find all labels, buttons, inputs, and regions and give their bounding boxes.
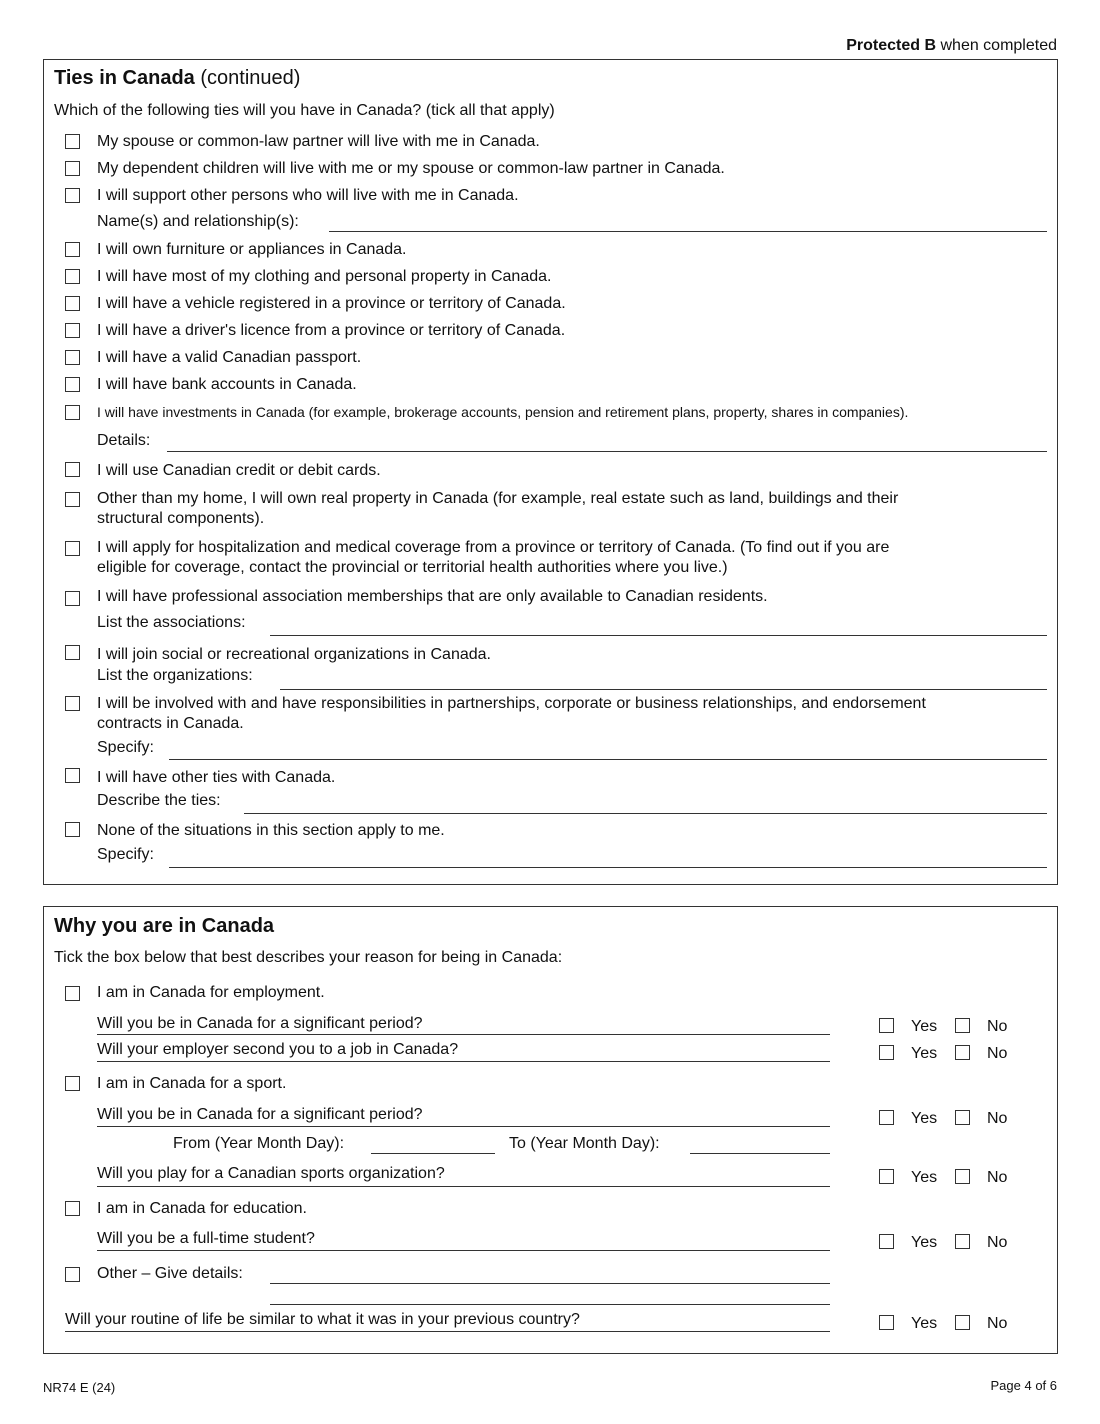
label-children: My dependent children will live with me or my spouse or common-law partner in Canada.: [97, 160, 725, 177]
label-hospital-2: eligible for coverage, contact the provincial or territorial health authorities where you live.): [97, 559, 728, 576]
checkbox-cards[interactable]: [65, 462, 80, 477]
checkbox-bank[interactable]: [65, 377, 80, 392]
field-investments-details[interactable]: [167, 451, 1047, 452]
protected-rest-text: when completed: [940, 37, 1057, 54]
checkbox-sport-org-yes[interactable]: [879, 1169, 894, 1184]
protected-b-label: [846, 37, 1057, 55]
checkbox-other-ties[interactable]: [65, 768, 80, 783]
checkbox-children[interactable]: [65, 161, 80, 176]
line-full-time: [97, 1250, 830, 1251]
label-cards: I will use Canadian credit or debit cards.: [97, 462, 381, 479]
ties-title-suffix: (continued): [200, 67, 301, 89]
field-none-specify[interactable]: [169, 867, 1047, 868]
label-investments: I will have investments in Canada (for example, brokerage accounts, pension and retirement plans, property, shares in companies).: [97, 404, 909, 420]
field-business-specify[interactable]: [169, 759, 1047, 760]
label-furniture: I will own furniture or appliances in Canada.: [97, 241, 407, 258]
page-number: Page 4 of 6: [990, 1378, 1057, 1393]
label-hospital-1: I will apply for hospitalization and medical coverage from a province or territory of Canada. (To find out if you are: [97, 539, 890, 556]
field-from-date[interactable]: [371, 1153, 495, 1154]
label-no: No: [987, 1169, 1008, 1186]
checkbox-hospital[interactable]: [65, 541, 80, 556]
checkbox-real-property[interactable]: [65, 492, 80, 507]
checkbox-routine-yes[interactable]: [879, 1315, 894, 1330]
checkbox-other-reason[interactable]: [65, 1267, 80, 1282]
checkbox-emp-second-no[interactable]: [955, 1045, 970, 1060]
checkbox-none[interactable]: [65, 822, 80, 837]
label-real-property-1: Other than my home, I will own real property in Canada (for example, real estate such as land, buildings and their: [97, 490, 899, 507]
label-vehicle: I will have a vehicle registered in a province or territory of Canada.: [97, 295, 566, 312]
checkbox-routine-no[interactable]: [955, 1315, 970, 1330]
label-business-1: I will be involved with and have responsibilities in partnerships, corporate or business relationships, and endorsement: [97, 695, 926, 712]
checkbox-social[interactable]: [65, 645, 80, 660]
label-yes: Yes: [911, 1315, 938, 1332]
label-spouse: My spouse or common-law partner will live with me in Canada.: [97, 133, 540, 150]
field-professional-list[interactable]: [270, 635, 1047, 636]
label-no: No: [987, 1234, 1008, 1251]
line-sport-significant: [97, 1126, 830, 1127]
why-intro: Tick the box below that best describes your reason for being in Canada:: [54, 949, 563, 966]
why-title: Why you are in Canada: [54, 915, 275, 937]
checkbox-employment[interactable]: [65, 986, 80, 1001]
label-sport-significant: Will you be in Canada for a significant period?: [97, 1106, 423, 1123]
form-code: NR74 E (24): [43, 1380, 116, 1395]
why-section: [43, 906, 1058, 1354]
line-emp-significant: [97, 1034, 830, 1035]
label-professional: I will have professional association memberships that are only available to Canadian residents.: [97, 588, 768, 605]
label-from-date: From (Year Month Day):: [173, 1135, 345, 1152]
field-social-list[interactable]: [280, 689, 1047, 690]
label-employment: I am in Canada for employment.: [97, 984, 325, 1001]
label-none-specify: Specify:: [97, 846, 154, 863]
label-yes: Yes: [911, 1234, 938, 1251]
checkbox-education[interactable]: [65, 1201, 80, 1216]
label-sport-org: Will you play for a Canadian sports organization?: [97, 1165, 445, 1182]
label-real-property-2: structural components).: [97, 510, 265, 527]
label-business-2: contracts in Canada.: [97, 715, 244, 732]
label-professional-list: List the associations:: [97, 614, 246, 631]
ties-intro: Which of the following ties will you have in Canada? (tick all that apply): [54, 102, 555, 119]
checkbox-emp-significant-no[interactable]: [955, 1018, 970, 1033]
label-emp-significant: Will you be in Canada for a significant period?: [97, 1015, 423, 1032]
label-emp-second: Will your employer second you to a job in Canada?: [97, 1041, 459, 1058]
label-no: No: [987, 1315, 1008, 1332]
label-social-list: List the organizations:: [97, 667, 253, 684]
checkbox-full-time-no[interactable]: [955, 1234, 970, 1249]
label-yes: Yes: [911, 1110, 938, 1127]
label-clothing: I will have most of my clothing and personal property in Canada.: [97, 268, 552, 285]
field-to-date[interactable]: [690, 1153, 830, 1154]
label-support-names: Name(s) and relationship(s):: [97, 213, 299, 230]
label-investments-details: Details:: [97, 432, 151, 449]
label-business-specify: Specify:: [97, 739, 154, 756]
checkbox-business[interactable]: [65, 696, 80, 711]
ties-title-text: Ties in Canada: [54, 67, 195, 89]
checkbox-sport-org-no[interactable]: [955, 1169, 970, 1184]
label-full-time: Will you be a full-time student?: [97, 1230, 315, 1247]
label-yes: Yes: [911, 1018, 938, 1035]
protected-bold-text: Protected B: [846, 37, 937, 54]
label-no: No: [987, 1018, 1008, 1035]
label-education: I am in Canada for education.: [97, 1200, 307, 1217]
label-yes: Yes: [911, 1169, 938, 1186]
checkbox-spouse[interactable]: [65, 134, 80, 149]
line-sport-org: [97, 1186, 830, 1187]
checkbox-investments[interactable]: [65, 405, 80, 420]
checkbox-passport[interactable]: [65, 350, 80, 365]
label-sport: I am in Canada for a sport.: [97, 1075, 287, 1092]
checkbox-professional[interactable]: [65, 591, 80, 606]
checkbox-emp-second-yes[interactable]: [879, 1045, 894, 1060]
label-passport: I will have a valid Canadian passport.: [97, 349, 362, 366]
label-licence: I will have a driver's licence from a province or territory of Canada.: [97, 322, 566, 339]
field-other-details-2[interactable]: [270, 1304, 830, 1305]
checkbox-clothing[interactable]: [65, 269, 80, 284]
checkbox-sport[interactable]: [65, 1076, 80, 1091]
label-bank: I will have bank accounts in Canada.: [97, 376, 357, 393]
checkbox-licence[interactable]: [65, 323, 80, 338]
label-other-reason: Other – Give details:: [97, 1265, 243, 1282]
label-yes: Yes: [911, 1045, 938, 1062]
field-other-details-1[interactable]: [270, 1283, 830, 1284]
checkbox-vehicle[interactable]: [65, 296, 80, 311]
line-routine: [65, 1331, 830, 1332]
label-support: I will support other persons who will live with me in Canada.: [97, 187, 519, 204]
checkbox-sport-significant-yes[interactable]: [879, 1110, 894, 1125]
label-to-date: To (Year Month Day):: [509, 1135, 660, 1152]
field-other-describe[interactable]: [244, 813, 1047, 814]
field-support-names[interactable]: [329, 231, 1047, 232]
checkbox-furniture[interactable]: [65, 242, 80, 257]
line-emp-second: [97, 1061, 830, 1062]
label-other-ties: I will have other ties with Canada.: [97, 769, 336, 786]
label-no: No: [987, 1045, 1008, 1062]
label-no: No: [987, 1110, 1008, 1127]
checkbox-sport-significant-no[interactable]: [955, 1110, 970, 1125]
label-routine: Will your routine of life be similar to what it was in your previous country?: [65, 1311, 580, 1328]
label-none: None of the situations in this section apply to me.: [97, 822, 445, 839]
checkbox-full-time-yes[interactable]: [879, 1234, 894, 1249]
checkbox-support[interactable]: [65, 188, 80, 203]
label-other-describe: Describe the ties:: [97, 792, 221, 809]
ties-title: [54, 67, 300, 90]
checkbox-emp-significant-yes[interactable]: [879, 1018, 894, 1033]
label-social: I will join social or recreational organizations in Canada.: [97, 646, 491, 663]
